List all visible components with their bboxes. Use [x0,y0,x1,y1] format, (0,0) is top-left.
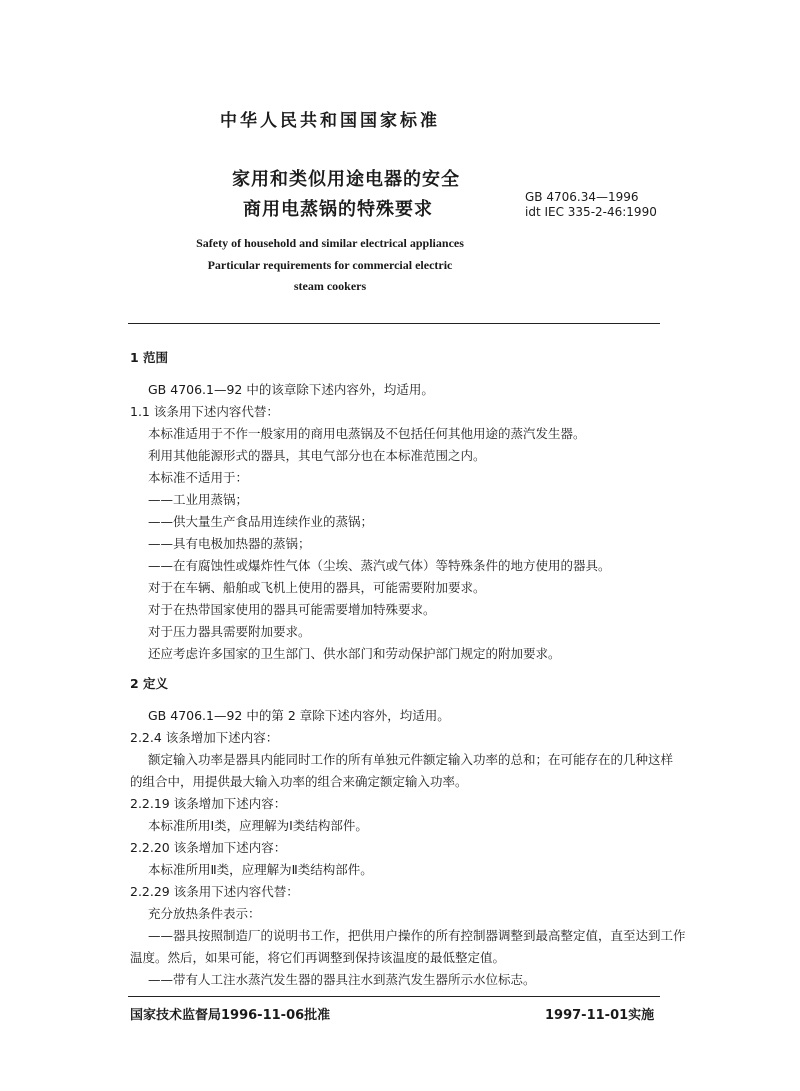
document-title-line-2: 商用电蒸锅的特殊要求 [243,199,433,220]
english-title-line-1: Safety of household and similar electrical appliances [196,236,464,250]
header-divider [128,323,660,324]
gb-number: GB 4706.34—1996 [525,190,639,204]
section-2-heading: 2 定义 [130,676,169,691]
body-line: ——具有电极加热器的蒸锅； [148,536,311,551]
clause-heading: 2.2.29 该条用下述内容代替： [130,884,299,899]
body-line: 充分放热条件表示： [148,906,261,921]
body-line: GB 4706.1—92 中的该章除下述内容外，均适用。 [148,382,434,397]
approval-date: 国家技术监督局1996-11-06批准 [130,1008,331,1023]
clause-heading: 1.1 该条用下述内容代替： [130,404,279,419]
body-line: 对于压力器具需要附加要求。 [148,624,311,639]
body-line: ——带有人工注水蒸汽发生器的器具注水到蒸汽发生器所示水位标志。 [148,972,536,987]
body-line: ——在有腐蚀性或爆炸性气体（尘埃、蒸汽或气体）等特殊条件的地方使用的器具。 [148,558,611,573]
standard-code-block [525,190,657,220]
body-line: GB 4706.1—92 中的第 2 章除下述内容外，均适用。 [148,708,450,723]
body-line: 本标准所用Ⅱ类，应理解为Ⅱ类结构部件。 [148,862,373,877]
body-line: 温度。然后，如果可能，将它们再调整到保持该温度的最低整定值。 [130,950,506,965]
section-1-heading: 1 范围 [130,350,169,365]
national-standard-heading: 中华人民共和国国家标准 [220,111,440,131]
body-line: 额定输入功率是器具内能同时工作的所有单独元件额定输入功率的总和；在可能存在的几种这样 [148,752,674,767]
body-line: 的组合中，用提供最大输入功率的组合来确定额定输入功率。 [130,774,468,789]
document-title-line-1: 家用和类似用途电器的安全 [232,169,460,190]
idt-reference: idt IEC 335-2-46:1990 [525,205,657,219]
body-line: 利用其他能源形式的器具，其电气部分也在本标准范围之内。 [148,448,486,463]
english-title-line-3: steam cookers [293,279,367,293]
english-title-line-2: Particular requirements for commercial electric [207,258,453,272]
body-line: 本标准不适用于： [148,470,249,485]
clause-heading: 2.2.20 该条增加下述内容： [130,840,287,855]
body-line: 对于在热带国家使用的器具可能需要增加特殊要求。 [148,602,436,617]
clause-heading: 2.2.4 该条增加下述内容： [130,730,279,745]
body-line: ——供大量生产食品用连续作业的蒸锅； [148,514,374,529]
body-line: 对于在车辆、船舶或飞机上使用的器具，可能需要附加要求。 [148,580,486,595]
clause-heading: 2.2.19 该条增加下述内容： [130,796,287,811]
body-line: ——工业用蒸锅； [148,492,249,507]
footer-divider [128,996,660,997]
body-line: 本标准适用于不作一般家用的商用电蒸锅及不包括任何其他用途的蒸汽发生器。 [148,426,586,441]
body-line: ——器具按照制造厂的说明书工作，把供用户操作的所有控制器调整到最高整定值，直至达到工作 [148,928,686,943]
effective-date: 1997-11-01实施 [545,1008,655,1023]
body-line: 还应考虑许多国家的卫生部门、供水部门和劳动保护部门规定的附加要求。 [148,646,561,661]
body-line: 本标准所用Ⅰ类，应理解为Ⅰ类结构部件。 [148,818,368,833]
